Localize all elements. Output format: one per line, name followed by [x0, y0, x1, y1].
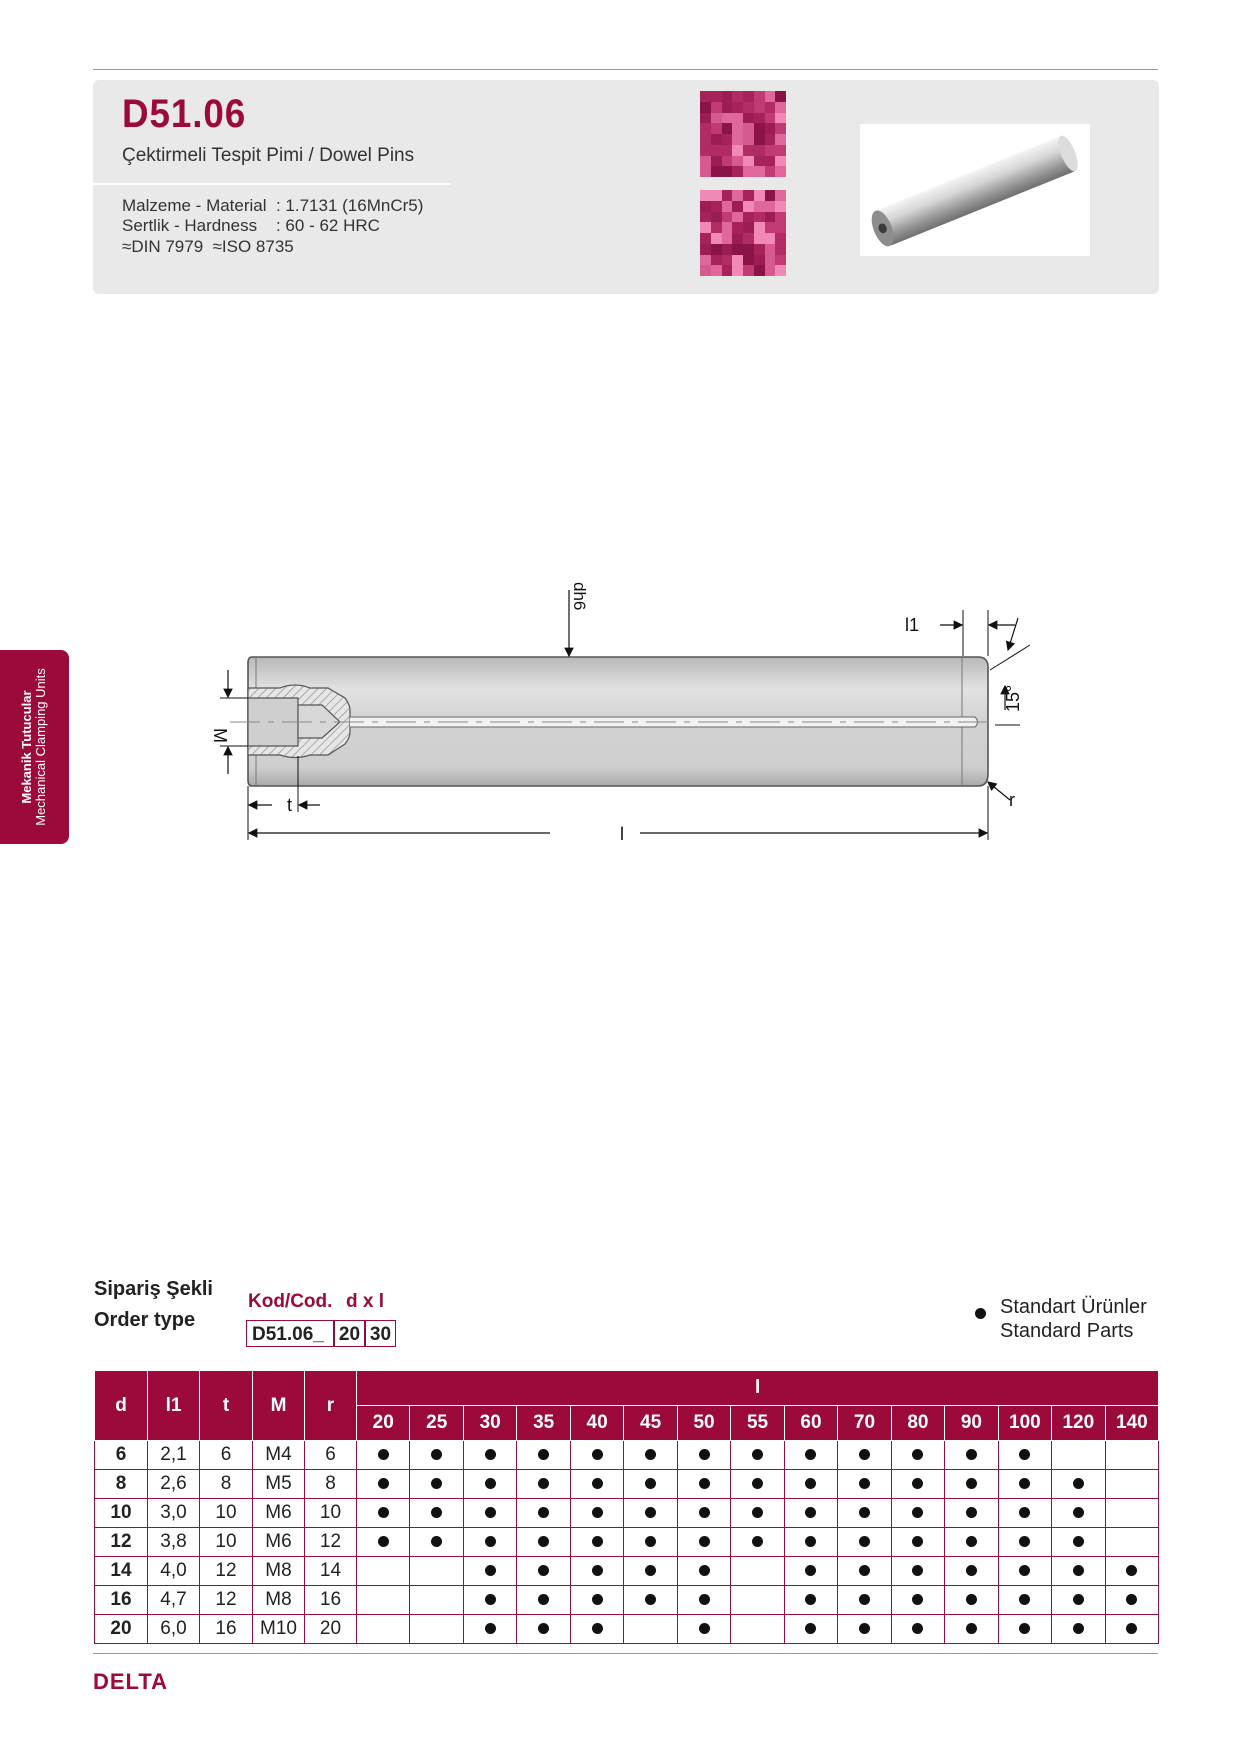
availability-cell [677, 1441, 730, 1470]
standard-dot-icon [859, 1536, 870, 1547]
availability-cell [570, 1586, 623, 1615]
standard-dot-icon [431, 1449, 442, 1460]
standard-dot-icon [859, 1623, 870, 1634]
standard-dot-icon [752, 1507, 763, 1518]
standard-dot-icon [485, 1507, 496, 1518]
availability-cell [624, 1470, 677, 1499]
availability-cell [517, 1441, 570, 1470]
standard-dot-icon [538, 1623, 549, 1634]
standard-dot-icon [431, 1507, 442, 1518]
cell-M: M6 [253, 1528, 305, 1557]
standard-dot-icon [1073, 1594, 1084, 1605]
cell-t: 12 [200, 1557, 253, 1586]
availability-cell [463, 1470, 516, 1499]
cell-l1: 2,6 [148, 1470, 200, 1499]
standard-dot-icon [912, 1536, 923, 1547]
availability-table [94, 1370, 1159, 1644]
cell-r: 10 [305, 1499, 357, 1528]
standard-dot-icon [485, 1623, 496, 1634]
header-l-value: 90 [945, 1406, 998, 1441]
header-r: r [305, 1371, 357, 1441]
standard-dot-icon [1019, 1623, 1030, 1634]
availability-cell [1105, 1470, 1159, 1499]
standard-dot-icon [592, 1507, 603, 1518]
standard-dot-icon [912, 1478, 923, 1489]
availability-cell [945, 1441, 998, 1470]
standard-dot-icon [966, 1594, 977, 1605]
availability-cell [784, 1499, 837, 1528]
pixelated-thumbnail-2 [700, 190, 786, 276]
availability-cell [1105, 1615, 1159, 1644]
standard-dot-icon [538, 1594, 549, 1605]
standard-dot-icon [752, 1478, 763, 1489]
availability-cell [1105, 1441, 1159, 1470]
availability-cell [998, 1499, 1051, 1528]
cell-M: M6 [253, 1499, 305, 1528]
availability-cell [677, 1557, 730, 1586]
cell-l1: 2,1 [148, 1441, 200, 1470]
availability-cell [1052, 1528, 1105, 1557]
availability-cell [784, 1586, 837, 1615]
availability-cell [624, 1557, 677, 1586]
header-l-value: 40 [570, 1406, 623, 1441]
availability-cell [570, 1615, 623, 1644]
availability-cell [463, 1441, 516, 1470]
cell-d: 8 [95, 1470, 148, 1499]
availability-cell [517, 1557, 570, 1586]
standard-dot-icon [538, 1449, 549, 1460]
header-l-value: 50 [677, 1406, 730, 1441]
availability-cell [731, 1586, 784, 1615]
l-label: l [620, 824, 624, 844]
standard-dot-icon [805, 1478, 816, 1489]
standard-dot-icon [485, 1478, 496, 1489]
availability-cell [624, 1586, 677, 1615]
table-row [95, 1441, 1159, 1470]
header-l-value: 60 [784, 1406, 837, 1441]
table-row [95, 1499, 1159, 1528]
table-row [95, 1615, 1159, 1644]
standard-dot-icon [1126, 1565, 1137, 1576]
availability-cell [624, 1615, 677, 1644]
standard-dot-icon [699, 1623, 710, 1634]
standard-dot-icon [966, 1507, 977, 1518]
availability-cell [1052, 1557, 1105, 1586]
availability-cell [1052, 1470, 1105, 1499]
availability-cell [838, 1528, 891, 1557]
availability-cell [357, 1499, 410, 1528]
availability-cell [784, 1615, 837, 1644]
standard-dot-icon [485, 1449, 496, 1460]
availability-cell [838, 1441, 891, 1470]
top-rule [93, 69, 1158, 70]
standard-dot-icon [378, 1449, 389, 1460]
table-row [95, 1528, 1159, 1557]
standard-dot-icon [966, 1449, 977, 1460]
availability-cell [570, 1499, 623, 1528]
availability-cell [784, 1470, 837, 1499]
standard-dot-icon [592, 1449, 603, 1460]
availability-cell [945, 1499, 998, 1528]
availability-cell [731, 1470, 784, 1499]
delta-logo [93, 1669, 183, 1693]
availability-cell [357, 1586, 410, 1615]
header-l-value: 55 [731, 1406, 784, 1441]
standard-dot-icon [912, 1449, 923, 1460]
standard-dot-icon [538, 1507, 549, 1518]
order-example-code: D51.06_ [246, 1320, 334, 1347]
availability-cell [677, 1470, 730, 1499]
standard-dot-icon [1019, 1507, 1030, 1518]
cell-d: 20 [95, 1615, 148, 1644]
availability-cell [517, 1586, 570, 1615]
standard-dot-icon [699, 1478, 710, 1489]
standard-dot-icon [805, 1449, 816, 1460]
standard-dot-icon [699, 1594, 710, 1605]
availability-cell [1052, 1615, 1105, 1644]
order-title-en: Order type [94, 1309, 196, 1331]
availability-cell [891, 1528, 944, 1557]
availability-cell [998, 1615, 1051, 1644]
availability-cell [998, 1557, 1051, 1586]
r-label: r [1009, 790, 1015, 810]
header-l-value: 100 [998, 1406, 1051, 1441]
availability-cell [998, 1470, 1051, 1499]
availability-cell [463, 1499, 516, 1528]
standard-dot-icon [431, 1536, 442, 1547]
cell-r: 20 [305, 1615, 357, 1644]
dh6-label: dh6 [570, 582, 589, 611]
header-l-value: 20 [357, 1406, 410, 1441]
availability-cell [570, 1528, 623, 1557]
standard-dot-icon [538, 1565, 549, 1576]
availability-cell [838, 1586, 891, 1615]
standard-dot-icon [378, 1536, 389, 1547]
dowel-pin-photo [860, 124, 1090, 256]
header-l-value: 80 [891, 1406, 944, 1441]
availability-cell [463, 1528, 516, 1557]
header-l: l [357, 1371, 1159, 1406]
table-row [95, 1586, 1159, 1615]
header-l-value: 70 [838, 1406, 891, 1441]
header-M: M [253, 1371, 305, 1441]
standard-dot-icon [859, 1478, 870, 1489]
standard-dot-icon [859, 1507, 870, 1518]
standard-dot-icon [592, 1478, 603, 1489]
standard-dot-icon [1126, 1594, 1137, 1605]
cell-M: M8 [253, 1557, 305, 1586]
availability-cell [570, 1441, 623, 1470]
availability-cell [410, 1528, 463, 1557]
standard-dot-icon [485, 1565, 496, 1576]
hardness-spec: Sertlik - Hardness : 60 - 62 HRC [122, 216, 380, 235]
standard-dot-icon [1073, 1536, 1084, 1547]
cell-l1: 3,0 [148, 1499, 200, 1528]
availability-cell [784, 1557, 837, 1586]
availability-cell [357, 1470, 410, 1499]
availability-cell [463, 1615, 516, 1644]
availability-cell [677, 1528, 730, 1557]
availability-cell [731, 1441, 784, 1470]
availability-cell [357, 1528, 410, 1557]
standard-dot-icon [1073, 1565, 1084, 1576]
standard-dot-icon [485, 1594, 496, 1605]
kod-label: Kod/Cod. [248, 1291, 333, 1312]
standard-dot-icon [966, 1565, 977, 1576]
cell-r: 8 [305, 1470, 357, 1499]
cell-d: 6 [95, 1441, 148, 1470]
availability-cell [410, 1441, 463, 1470]
standard-dot-icon [912, 1565, 923, 1576]
dxl-label: d x l [346, 1291, 385, 1312]
cell-d: 16 [95, 1586, 148, 1615]
t-label: t [287, 795, 293, 815]
availability-cell [410, 1586, 463, 1615]
availability-cell [891, 1499, 944, 1528]
standard-dot-icon [966, 1478, 977, 1489]
availability-cell [357, 1615, 410, 1644]
legend-line-2: Standard Parts [1000, 1320, 1134, 1342]
standard-dot-icon [645, 1536, 656, 1547]
availability-cell [838, 1557, 891, 1586]
standard-dot-icon [859, 1449, 870, 1460]
header-l-value: 30 [463, 1406, 516, 1441]
order-title-tr: Sipariş Şekli [94, 1278, 213, 1300]
order-example-l: 30 [365, 1320, 396, 1347]
standard-dot-icon [592, 1594, 603, 1605]
product-subtitle: Çektirmeli Tespit Pimi / Dowel Pins [122, 145, 415, 166]
availability-cell [891, 1441, 944, 1470]
standard-dot-icon [805, 1565, 816, 1576]
standard-dot-icon [538, 1536, 549, 1547]
table-row [95, 1470, 1159, 1499]
header-l-value: 45 [624, 1406, 677, 1441]
standard-dot-icon [485, 1536, 496, 1547]
standard-dot-icon [699, 1507, 710, 1518]
standard-dot-icon [645, 1478, 656, 1489]
cell-r: 16 [305, 1586, 357, 1615]
bottom-rule [93, 1653, 1158, 1654]
cell-r: 14 [305, 1557, 357, 1586]
header-d: d [95, 1371, 148, 1441]
standard-dot-icon [1126, 1623, 1137, 1634]
header-l1: l1 [148, 1371, 200, 1441]
cell-t: 6 [200, 1441, 253, 1470]
cell-l1: 4,7 [148, 1586, 200, 1615]
cell-M: M8 [253, 1586, 305, 1615]
cell-d: 12 [95, 1528, 148, 1557]
availability-cell [357, 1557, 410, 1586]
standard-dot-icon [699, 1449, 710, 1460]
cell-t: 16 [200, 1615, 253, 1644]
availability-cell [1105, 1557, 1159, 1586]
standard-dot-icon [699, 1565, 710, 1576]
side-label-en: Mechanical Clamping Units [33, 668, 48, 826]
availability-cell [463, 1586, 516, 1615]
standard-dot-icon [805, 1507, 816, 1518]
standard-dot-icon [752, 1536, 763, 1547]
angle-label: 15° [1003, 684, 1023, 712]
standard-dot-icon [805, 1536, 816, 1547]
cell-M: M4 [253, 1441, 305, 1470]
cell-M: M10 [253, 1615, 305, 1644]
standard-dot-icon [645, 1565, 656, 1576]
availability-cell [624, 1528, 677, 1557]
technical-drawing [200, 560, 1080, 860]
cell-t: 12 [200, 1586, 253, 1615]
standard-dot-icon [1019, 1565, 1030, 1576]
availability-cell [891, 1557, 944, 1586]
availability-cell [838, 1615, 891, 1644]
standard-dot-icon [1073, 1507, 1084, 1518]
legend-line-1: Standart Ürünler [1000, 1296, 1147, 1318]
standard-dot-icon [966, 1623, 977, 1634]
standard-dot-icon [1019, 1449, 1030, 1460]
standard-dot-icon [859, 1565, 870, 1576]
availability-cell [1052, 1586, 1105, 1615]
cell-t: 8 [200, 1470, 253, 1499]
availability-cell [945, 1528, 998, 1557]
product-code: D51.06 [122, 92, 247, 136]
availability-cell [1105, 1499, 1159, 1528]
standard-dot-icon [752, 1449, 763, 1460]
standard-dot-icon [431, 1478, 442, 1489]
availability-cell [945, 1557, 998, 1586]
pixelated-thumbnail-1 [700, 91, 786, 177]
availability-cell [410, 1470, 463, 1499]
availability-cell [838, 1499, 891, 1528]
standard-dot-icon [1019, 1594, 1030, 1605]
legend-dot-icon [975, 1308, 986, 1319]
standard-dot-icon [378, 1478, 389, 1489]
availability-cell [410, 1615, 463, 1644]
standard-dot-icon [592, 1623, 603, 1634]
availability-cell [624, 1499, 677, 1528]
availability-cell [517, 1615, 570, 1644]
header-l-value: 120 [1052, 1406, 1105, 1441]
availability-cell [998, 1441, 1051, 1470]
availability-cell [677, 1499, 730, 1528]
material-spec: Malzeme - Material : 1.7131 (16MnCr5) [122, 196, 424, 215]
availability-cell [945, 1470, 998, 1499]
availability-cell [891, 1586, 944, 1615]
cell-t: 10 [200, 1499, 253, 1528]
availability-cell [731, 1499, 784, 1528]
standards-spec: ≈DIN 7979 ≈ISO 8735 [122, 237, 294, 256]
cell-M: M5 [253, 1470, 305, 1499]
availability-cell [410, 1557, 463, 1586]
side-label-tr: Mekanik Tutucular [19, 690, 34, 804]
header-l-value: 35 [517, 1406, 570, 1441]
l1-label: l1 [905, 615, 920, 635]
standard-dot-icon [1073, 1623, 1084, 1634]
availability-cell [517, 1470, 570, 1499]
standard-dot-icon [592, 1536, 603, 1547]
standard-dot-icon [912, 1623, 923, 1634]
availability-cell [357, 1441, 410, 1470]
standard-dot-icon [1073, 1478, 1084, 1489]
standard-dot-icon [699, 1536, 710, 1547]
availability-cell [784, 1441, 837, 1470]
table-body [95, 1441, 1159, 1644]
standard-dot-icon [538, 1478, 549, 1489]
availability-cell [1105, 1586, 1159, 1615]
availability-cell [945, 1615, 998, 1644]
svg-text:DELTA: DELTA [93, 1669, 169, 1693]
availability-cell [677, 1615, 730, 1644]
standard-dot-icon [805, 1594, 816, 1605]
header-l-value: 25 [410, 1406, 463, 1441]
cell-l1: 6,0 [148, 1615, 200, 1644]
availability-cell [784, 1528, 837, 1557]
cell-l1: 3,8 [148, 1528, 200, 1557]
standard-dot-icon [645, 1594, 656, 1605]
availability-cell [1052, 1499, 1105, 1528]
standard-dot-icon [1019, 1536, 1030, 1547]
cell-d: 14 [95, 1557, 148, 1586]
availability-cell [463, 1557, 516, 1586]
header-l-value: 140 [1105, 1406, 1159, 1441]
cell-d: 10 [95, 1499, 148, 1528]
availability-cell [891, 1615, 944, 1644]
standard-dot-icon [592, 1565, 603, 1576]
standard-dot-icon [645, 1507, 656, 1518]
availability-cell [731, 1557, 784, 1586]
cell-t: 10 [200, 1528, 253, 1557]
availability-cell [945, 1586, 998, 1615]
standard-dot-icon [645, 1449, 656, 1460]
availability-cell [1105, 1528, 1159, 1557]
cell-l1: 4,0 [148, 1557, 200, 1586]
cell-r: 6 [305, 1441, 357, 1470]
availability-cell [731, 1528, 784, 1557]
availability-cell [677, 1586, 730, 1615]
availability-cell [570, 1557, 623, 1586]
availability-cell [998, 1586, 1051, 1615]
header-t: t [200, 1371, 253, 1441]
standard-dot-icon [805, 1623, 816, 1634]
availability-cell [410, 1499, 463, 1528]
standard-dot-icon [912, 1507, 923, 1518]
standard-dot-icon [1019, 1478, 1030, 1489]
availability-cell [838, 1470, 891, 1499]
table-row [95, 1557, 1159, 1586]
section-side-label [20, 668, 48, 826]
availability-cell [624, 1441, 677, 1470]
availability-cell [1052, 1441, 1105, 1470]
availability-cell [517, 1499, 570, 1528]
M-label: M [210, 728, 230, 743]
order-example-d: 20 [334, 1320, 365, 1347]
availability-cell [998, 1528, 1051, 1557]
availability-cell [731, 1615, 784, 1644]
standard-dot-icon [912, 1594, 923, 1605]
standard-dot-icon [859, 1594, 870, 1605]
availability-cell [517, 1528, 570, 1557]
availability-cell [891, 1470, 944, 1499]
cell-r: 12 [305, 1528, 357, 1557]
standard-dot-icon [966, 1536, 977, 1547]
standard-dot-icon [378, 1507, 389, 1518]
header-divider [93, 183, 450, 185]
availability-cell [570, 1470, 623, 1499]
